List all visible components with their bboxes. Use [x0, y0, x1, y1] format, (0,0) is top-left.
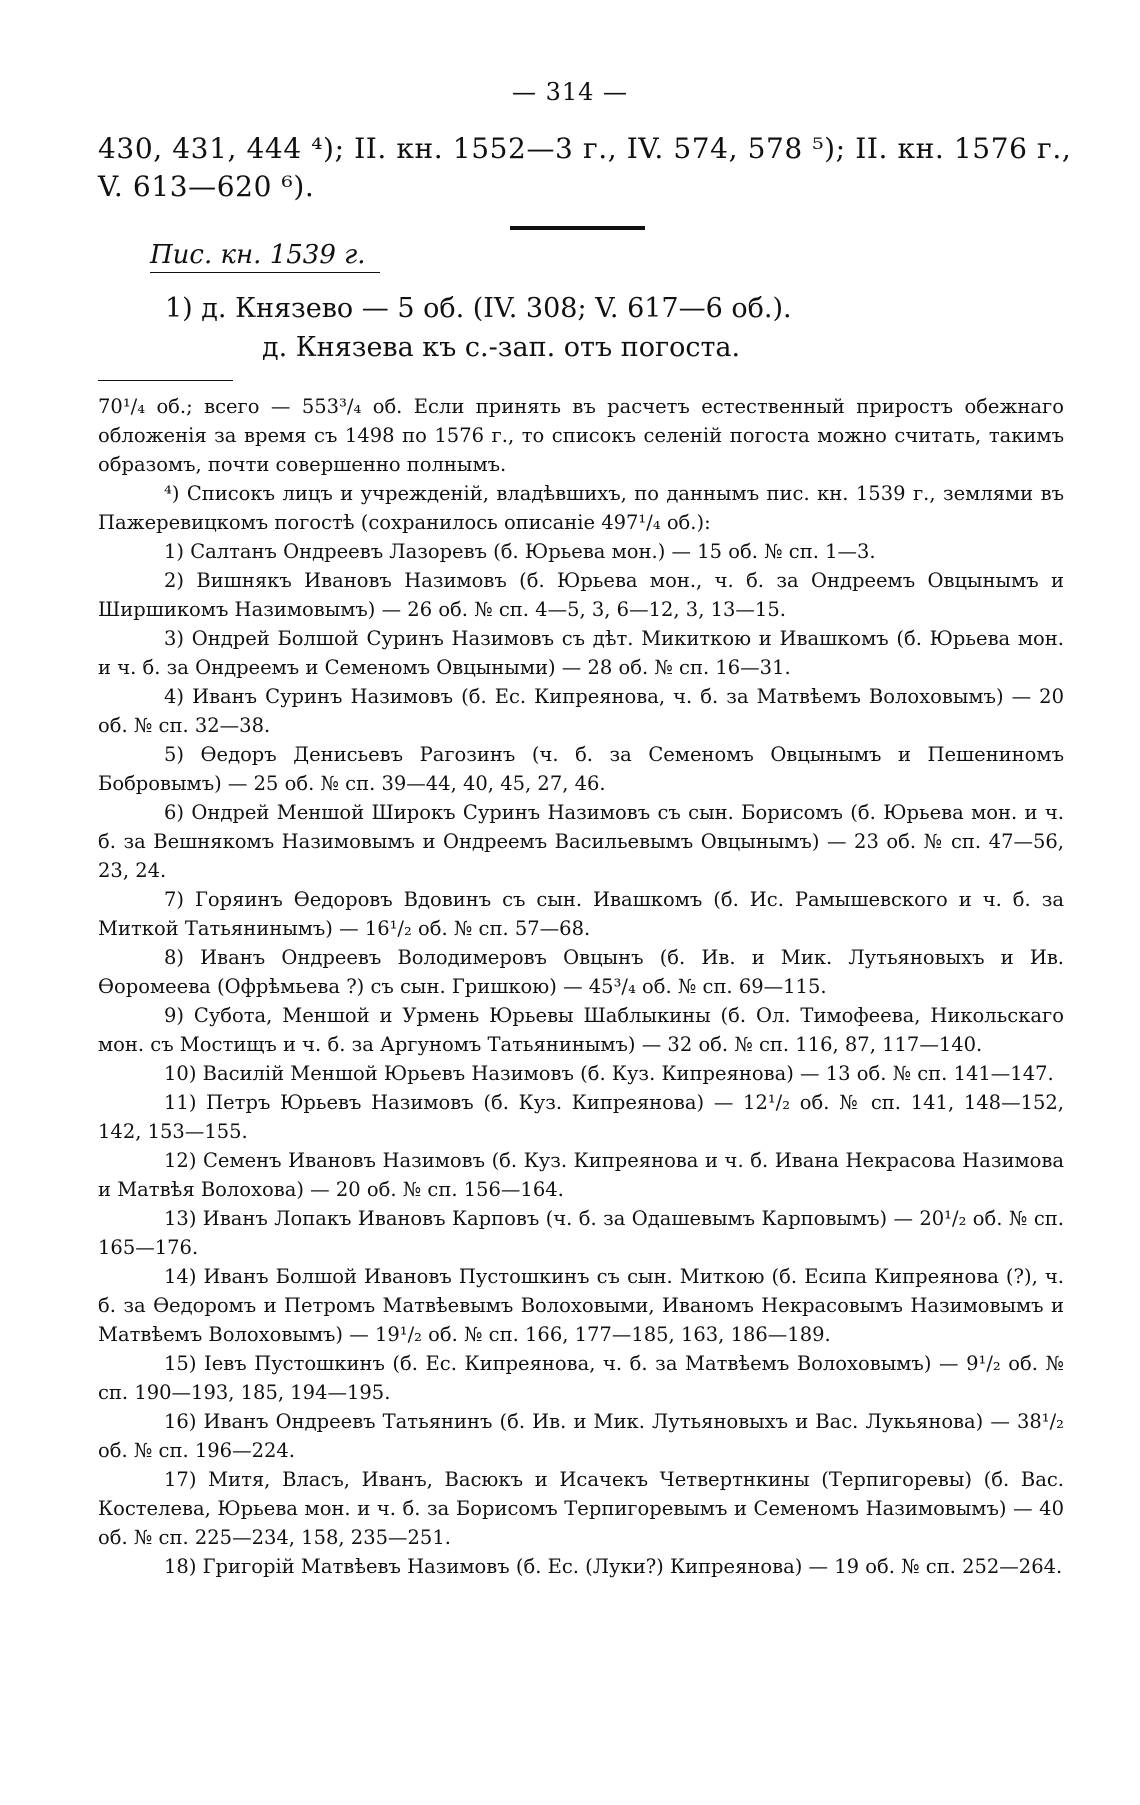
footnote-paragraph: 9) Субота, Меншой и Урмень Юрьевы Шаблыкины (б. Ол. Тимофеева, Никольскаго мон. съ Мостищъ и ч. б. за Аргуномъ Татьянинымъ) — 32 об. № сп. 116, 87, 117—140. [98, 1004, 1064, 1056]
footnote-paragraph: 15) Іевъ Пустошкинъ (б. Ес. Кипреянова, ч. б. за Матвѣемъ Волоховымъ) — 9¹/₂ об. № сп. 190—193, 185, 194—195. [98, 1352, 1064, 1404]
footnote-paragraph: 11) Петръ Юрьевъ Назимовъ (б. Куз. Кипреянова) — 12¹/₂ об. № сп. 141, 148—152, 142, 153—155. [98, 1091, 1064, 1143]
footnote-paragraph: 14) Иванъ Болшой Ивановъ Пустошкинъ съ сын. Миткою (б. Есипа Кипреянова (?), ч. б. за Өедоромъ и Петромъ Матвѣевымъ Волоховыми, Иваномъ Некрасовымъ Назимовымъ и Матвѣемъ Волоховымъ) — 19¹/₂ об. № сп. 166, 177—185, 163, 186—189. [98, 1265, 1064, 1346]
footnotes [98, 392, 1064, 1581]
footnote-paragraph: 4) Иванъ Суринъ Назимовъ (б. Ес. Кипреянова, ч. б. за Матвѣемъ Волоховымъ) — 20 об. № сп. 32—38. [98, 685, 1064, 737]
footnote-paragraph: 6) Ондрей Меншой Широкъ Суринъ Назимовъ съ сын. Борисомъ (б. Юрьева мон. и ч. б. за Вешнякомъ Назимовымъ и Ондреемъ Васильевымъ Овцынымъ) — 23 об. № сп. 47—56, 23, 24. [98, 801, 1064, 882]
footnote-paragraph: 5) Өедоръ Денисьевъ Рагозинъ (ч. б. за Семеномъ Овцынымъ и Пешениномъ Бобровымъ) — 25 об. № сп. 39—44, 40, 45, 27, 46. [98, 743, 1064, 795]
reference-line-1: 430, 431, 444 ⁴); II. кн. 1552—3 г., IV. 574, 578 ⁵); II. кн. 1576 г., [98, 132, 1072, 165]
page-number: — 314 — [511, 78, 629, 106]
footnote-paragraph: 7) Горяинъ Өедоровъ Вдовинъ съ сын. Ивашкомъ (б. Ис. Рамышевского и ч. б. за Миткой Татьянинымъ) — 16¹/₂ об. № сп. 57—68. [98, 888, 1064, 940]
footnote-paragraph: 13) Иванъ Лопакъ Ивановъ Карповъ (ч. б. за Одашевымъ Карповымъ) — 20¹/₂ об. № сп. 165—176. [98, 1207, 1064, 1259]
footnote-separator [98, 380, 233, 381]
footnote-paragraph: 1) Салтанъ Ондреевъ Лазоревъ (б. Юрьева мон.) — 15 об. № сп. 1—3. [164, 540, 876, 563]
entry-line-1: 1) д. Князево — 5 об. (IV. 308; V. 617—6 об.). [165, 293, 792, 324]
entry-line-2: д. Князева къ с.-зап. отъ погоста. [262, 332, 741, 363]
continued-reference-lines [98, 130, 1072, 206]
section-title-underline [150, 272, 380, 273]
footnote-paragraph: 10) Василій Меншой Юрьевъ Назимовъ (б. Куз. Кипреянова) — 13 об. № сп. 141—147. [164, 1062, 1054, 1085]
footnote-paragraph: 12) Семенъ Ивановъ Назимовъ (б. Куз. Кипреянова и ч. б. Ивана Некрасова Назимова и Матвѣя Волохова) — 20 об. № сп. 156—164. [98, 1149, 1064, 1201]
footnote-paragraph: 17) Митя, Власъ, Иванъ, Васюкъ и Исачекъ Четвертнкины (Терпигоревы) (б. Вас. Костелева, Юрьева мон. и ч. б. за Борисомъ Терпигоревымъ и Семеномъ Назимовымъ) — 40 об. № сп. 225—234, 158, 235—251. [98, 1468, 1064, 1549]
footnote-paragraph: 16) Иванъ Ондреевъ Татьянинъ (б. Ив. и Мик. Лутьяновыхъ и Вас. Лукьянова) — 38¹/₂ об. № сп. 196—224. [98, 1410, 1064, 1462]
section-divider [510, 226, 645, 230]
footnote-paragraph: 8) Иванъ Ондреевъ Володимеровъ Овцынъ (б. Ив. и Мик. Лутьяновыхъ и Ив. Өоромеева (Офрѣмьева ?) съ сын. Гришкою) — 45³/₄ об. № сп. 69—115. [98, 946, 1064, 998]
footnote-paragraph: 18) Григорій Матвѣевъ Назимовъ (б. Ес. (Луки?) Кипреянова) — 19 об. № сп. 252—264. [164, 1555, 1063, 1578]
footnote-paragraph: 2) Вишнякъ Ивановъ Назимовъ (б. Юрьева мон., ч. б. за Ондреемъ Овцынымъ и Ширшикомъ Назимовымъ) — 26 об. № сп. 4—5, 3, 6—12, 3, 13—15. [98, 569, 1064, 621]
footnote-paragraph: 70¹/₄ об.; всего — 553³/₄ об. Если принять въ расчетъ естественный приростъ обежнаго обложенія за время съ 1498 по 1576 г., то списокъ селеній погоста можно считать, такимъ образомъ, почти совершенно полнымъ. [98, 395, 1064, 476]
reference-line-2: V. 613—620 ⁶). [98, 170, 315, 203]
section-title: Пис. кн. 1539 г. [150, 240, 366, 270]
footnote-paragraph: ⁴) Списокъ лицъ и учрежденій, владѣвшихъ, по даннымъ пис. кн. 1539 г., землями въ Пажеревицкомъ погостѣ (сохранилось описаніе 497¹/₄ об.): [98, 482, 1064, 534]
footnote-paragraph: 3) Ондрей Болшой Суринъ Назимовъ съ дѣт. Микиткою и Ивашкомъ (б. Юрьева мон. и ч. б. за Ондреемъ и Семеномъ Овцыными) — 28 об. № сп. 16—31. [98, 627, 1064, 679]
